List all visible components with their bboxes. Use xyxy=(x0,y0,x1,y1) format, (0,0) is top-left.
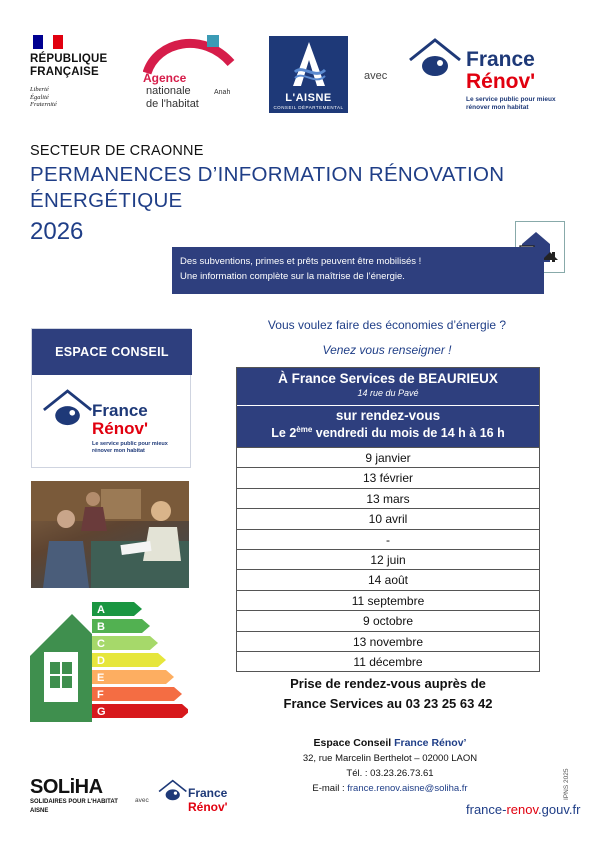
aisne-a-icon xyxy=(289,40,329,90)
info-banner xyxy=(172,247,544,294)
schedule-table xyxy=(236,367,540,672)
contact-heading xyxy=(250,736,530,751)
date-row: 11 décembre xyxy=(237,651,539,671)
rf-line1: RÉPUBLIQUE xyxy=(30,53,108,65)
motto-liberte: Liberté xyxy=(30,86,49,93)
table-location: À France Services de BEAURIEUX xyxy=(278,371,498,386)
energy-label-e: E xyxy=(97,672,105,684)
date-row: 13 mars xyxy=(237,488,539,508)
ec-tagline xyxy=(92,441,168,455)
energy-label-d: D xyxy=(97,655,105,667)
table-rdv: sur rendez-vous xyxy=(237,405,539,425)
ec-word-renov: Rénov' xyxy=(92,419,148,438)
website-link[interactable] xyxy=(466,802,580,817)
energy-label-a: A xyxy=(97,604,105,616)
date-row: - xyxy=(237,529,539,549)
ipns-mention: IPNS 2025 xyxy=(563,768,570,800)
soliha-aisne: AISNE xyxy=(30,808,49,814)
rf-line2: FRANÇAISE xyxy=(30,66,99,78)
date-row: 11 septembre xyxy=(237,590,539,610)
energy-label-house-icon xyxy=(30,600,188,722)
schedule-pre: Le 2 xyxy=(271,426,297,441)
aisne-sub: CONSEIL DÉPARTEMENTAL xyxy=(273,105,344,110)
date-row: 9 octobre xyxy=(237,610,539,630)
ec-tagline-1: Le service public pour mieux xyxy=(92,441,168,447)
contact-phone: Tél. : 03.23.26.73.61 xyxy=(346,768,434,779)
anah-habitat: de l'habitat xyxy=(146,98,199,110)
espace-conseil-heading: ESPACE CONSEIL xyxy=(32,329,192,375)
anah-nationale: nationale xyxy=(146,85,191,97)
anah-agence: Agence xyxy=(143,71,187,85)
contact-heading-brand: France Rénov’ xyxy=(394,737,467,749)
question-economies: Vous voulez faire des économies d’énergie ? xyxy=(267,318,507,332)
footer-fr-france: France xyxy=(188,786,228,800)
prise-line-2: France Services au 03 23 25 63 42 xyxy=(283,696,493,711)
ec-word-france: France xyxy=(92,401,148,420)
schedule-sup: ème xyxy=(296,425,313,434)
contact-block xyxy=(250,736,530,796)
avec-label: avec xyxy=(364,70,388,82)
table-schedule xyxy=(237,425,539,447)
email-label: E-mail : xyxy=(312,783,348,794)
energy-label-g: G xyxy=(97,706,106,718)
france-renov-logo xyxy=(408,36,568,116)
soliha-word: SOLiHA xyxy=(30,776,103,798)
energy-label-f: F xyxy=(97,689,104,701)
fr-tagline-2: rénover mon habitat xyxy=(466,104,529,111)
contact-address: 32, rue Marcelin Berthelot – 02000 LAON xyxy=(302,753,478,764)
schedule-post: vendredi du mois de 14 h à 16 h xyxy=(312,426,505,441)
marianne-flag-icon xyxy=(33,35,63,49)
fr-word-france: France xyxy=(466,48,535,71)
secteur-heading: SECTEUR DE CRAONNE xyxy=(30,143,204,159)
motto-egalite: Égalité xyxy=(30,93,49,101)
question-renseigner: Venez vous renseigner ! xyxy=(322,343,452,357)
date-row: 12 juin xyxy=(237,549,539,569)
france-renov-house-icon xyxy=(42,387,94,431)
soliha-logo xyxy=(30,776,128,814)
email-link[interactable]: france.renov.aisne@soliha.fr xyxy=(347,783,468,794)
footer-avec: avec xyxy=(135,797,149,804)
contact-email-line xyxy=(250,781,530,796)
energy-bar-g xyxy=(92,704,188,718)
date-row: 10 avril xyxy=(237,508,539,528)
ec-tagline-2: rénover mon habitat xyxy=(92,448,145,454)
motto-fraternite: Fraternité xyxy=(30,101,57,108)
france-renov-house-icon xyxy=(158,778,188,804)
site-pre: france- xyxy=(466,802,507,817)
page-title xyxy=(30,162,504,214)
fr-word-renov: Rénov' xyxy=(466,70,536,93)
meeting-photo xyxy=(31,481,189,588)
date-row: 9 janvier xyxy=(237,447,539,467)
republique-francaise-logo xyxy=(30,53,107,79)
appointment-info xyxy=(236,674,540,714)
energy-label-c: C xyxy=(97,638,105,650)
anah-text xyxy=(146,85,199,111)
site-post: .gouv.fr xyxy=(538,802,581,817)
title-line-2: ÉNERGÉTIQUE xyxy=(30,189,183,212)
date-list xyxy=(237,447,539,671)
date-row: 13 novembre xyxy=(237,631,539,651)
energy-label-b: B xyxy=(97,621,105,633)
prise-line-1: Prise de rendez-vous auprès de xyxy=(290,676,486,691)
date-row: 13 février xyxy=(237,467,539,487)
footer-fr-renov: Rénov' xyxy=(188,800,228,814)
contact-heading-pre: Espace Conseil xyxy=(313,737,395,749)
fr-tagline xyxy=(466,96,556,112)
soliha-sub: SOLIDAIRES POUR L'HABITAT xyxy=(30,799,118,805)
title-line-1: PERMANENCES D’INFORMATION RÉNOVATION xyxy=(30,163,505,186)
aisne-logo xyxy=(269,36,348,113)
year: 2026 xyxy=(30,218,84,245)
table-address: 14 rue du Pavé xyxy=(357,388,419,398)
espace-conseil-logo xyxy=(31,328,191,468)
energy-bar-f xyxy=(92,687,182,701)
table-header xyxy=(237,368,539,447)
banner-line-2: Une information complète sur la maîtrise de l’énergie. xyxy=(180,271,405,282)
fr-tagline-1: Le service public pour mieux xyxy=(466,96,556,103)
france-renov-house-icon xyxy=(408,36,463,82)
date-row: 14 août xyxy=(237,569,539,589)
rf-motto xyxy=(30,86,57,109)
aisne-name: L'AISNE xyxy=(285,92,332,104)
banner-line-1: Des subventions, primes et prêts peuvent être mobilisés ! xyxy=(180,256,422,267)
site-brand: renov xyxy=(506,802,539,817)
anah-tag: Anah xyxy=(214,89,231,96)
